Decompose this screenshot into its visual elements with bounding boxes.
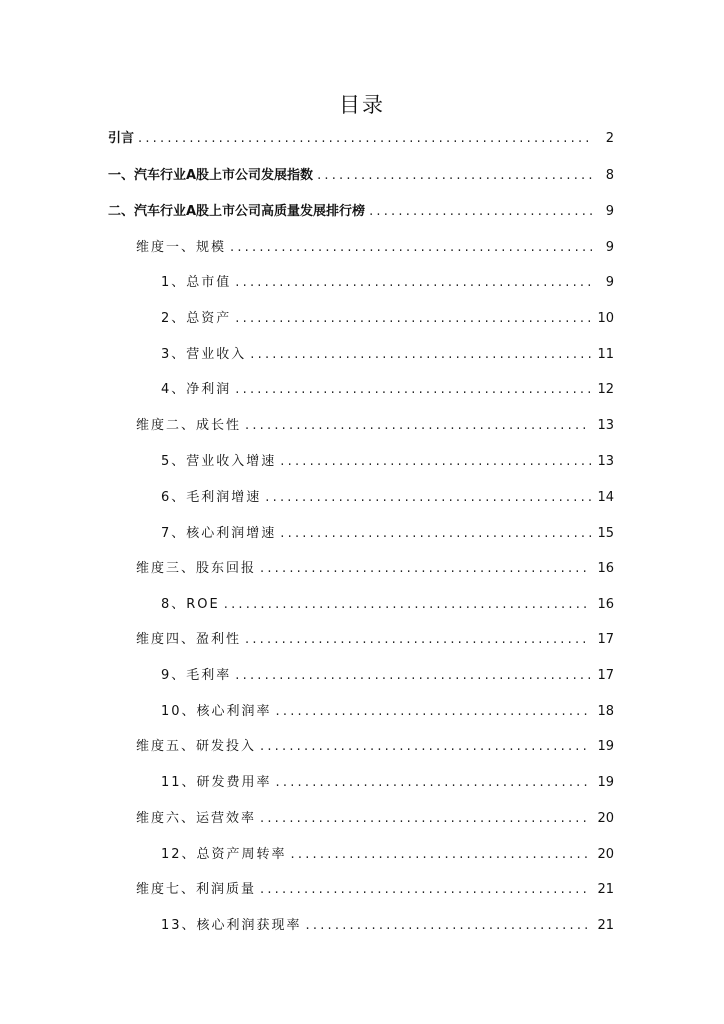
toc-page-number: 21 [597, 918, 614, 933]
toc-entry-item-7[interactable] [161, 522, 614, 546]
toc-page-number: 8 [605, 168, 614, 183]
toc-page-number: 2 [605, 131, 614, 146]
toc-page-number: 21 [597, 882, 614, 897]
toc-page-number: 20 [597, 847, 614, 862]
dot-leader [280, 522, 591, 546]
toc-entry-dimension-1[interactable] [136, 236, 614, 260]
toc-entry-section-1[interactable] [108, 164, 614, 188]
dot-leader [317, 164, 594, 188]
toc-entry-label: 12、总资产周转率 [161, 847, 287, 862]
toc-entry-label: 7、核心利润增速 [161, 526, 277, 541]
dot-leader [265, 486, 591, 510]
toc-page-number: 14 [597, 490, 614, 505]
dot-leader [138, 127, 594, 151]
toc-entry-section-2[interactable] [108, 200, 614, 224]
toc-entry-item-11[interactable] [161, 771, 614, 795]
toc-entry-label: 8、ROE [161, 597, 220, 612]
toc-page-number: 16 [597, 561, 614, 576]
toc-entry-label: 维度一、规模 [136, 240, 227, 255]
dot-leader [235, 378, 591, 402]
toc-entry-item-13[interactable] [161, 914, 614, 938]
toc-entry-label: 维度五、研发投入 [136, 739, 257, 754]
toc-page-number: 12 [597, 382, 614, 397]
toc-page-number: 16 [597, 597, 614, 612]
dot-leader [245, 628, 591, 652]
toc-page-number: 11 [597, 347, 614, 362]
toc-entry-item-1[interactable] [161, 271, 614, 295]
dot-leader [235, 664, 591, 688]
toc-entry-label: 11、研发费用率 [161, 775, 272, 790]
toc-entry-intro[interactable] [108, 127, 614, 151]
toc-entry-label: 2、总资产 [161, 311, 232, 326]
dot-leader [276, 771, 592, 795]
toc-page-number: 15 [597, 526, 614, 541]
toc-entry-label: 一、汽车行业A股上市公司发展指数 [108, 168, 314, 183]
dot-leader [235, 307, 591, 331]
dot-leader [245, 414, 591, 438]
toc-page-number: 19 [597, 739, 614, 754]
toc-page-number: 17 [597, 668, 614, 683]
toc-page-number: 9 [605, 275, 614, 290]
toc-entry-item-6[interactable] [161, 486, 614, 510]
toc-entry-dimension-2[interactable] [136, 414, 614, 438]
toc-entry-label: 3、营业收入 [161, 347, 247, 362]
toc-entry-label: 二、汽车行业A股上市公司高质量发展排行榜 [108, 204, 366, 219]
toc-entry-dimension-5[interactable] [136, 735, 614, 759]
toc-entry-label: 5、营业收入增速 [161, 454, 277, 469]
dot-leader [224, 593, 592, 617]
toc-page-number: 19 [597, 775, 614, 790]
toc-page-number: 18 [597, 704, 614, 719]
toc-entry-item-4[interactable] [161, 378, 614, 402]
toc-entry-dimension-4[interactable] [136, 628, 614, 652]
toc-page-number: 17 [597, 632, 614, 647]
dot-leader [260, 735, 591, 759]
dot-leader [230, 236, 594, 260]
toc-entry-item-10[interactable] [161, 700, 614, 724]
toc-page-number: 9 [605, 204, 614, 219]
toc-entry-label: 13、核心利润获现率 [161, 918, 302, 933]
toc-entry-item-8[interactable] [161, 593, 614, 617]
page-title: 目录 [339, 93, 385, 117]
toc-page-number: 13 [597, 418, 614, 433]
dot-leader [260, 878, 591, 902]
toc-entry-item-12[interactable] [161, 843, 614, 867]
dot-leader [369, 200, 594, 224]
toc-entry-label: 维度四、盈利性 [136, 632, 242, 647]
dot-leader [276, 700, 592, 724]
toc-entry-label: 4、净利润 [161, 382, 232, 397]
toc-page-number: 10 [597, 311, 614, 326]
toc-entry-label: 维度七、利润质量 [136, 882, 257, 897]
toc-entry-dimension-7[interactable] [136, 878, 614, 902]
toc-entry-label: 维度六、运营效率 [136, 811, 257, 826]
toc-entry-label: 9、毛利率 [161, 668, 232, 683]
toc-entry-item-9[interactable] [161, 664, 614, 688]
toc-entry-item-5[interactable] [161, 450, 614, 474]
toc-entry-label: 维度二、成长性 [136, 418, 242, 433]
dot-leader [280, 450, 591, 474]
dot-leader [250, 343, 591, 367]
dot-leader [235, 271, 594, 295]
toc-entry-item-3[interactable] [161, 343, 614, 367]
toc-page-number: 20 [597, 811, 614, 826]
toc-entry-dimension-3[interactable] [136, 557, 614, 581]
dot-leader [260, 557, 591, 581]
toc-page-number: 9 [605, 240, 614, 255]
toc-entry-item-2[interactable] [161, 307, 614, 331]
toc-entry-label: 6、毛利润增速 [161, 490, 262, 505]
toc-entry-label: 维度三、股东回报 [136, 561, 257, 576]
toc-page-number: 13 [597, 454, 614, 469]
toc-entry-label: 10、核心利润率 [161, 704, 272, 719]
toc-entry-label: 1、总市值 [161, 275, 232, 290]
dot-leader [260, 807, 591, 831]
toc-entry-label: 引言 [108, 131, 135, 146]
dot-leader [306, 914, 592, 938]
toc-entry-dimension-6[interactable] [136, 807, 614, 831]
dot-leader [291, 843, 592, 867]
